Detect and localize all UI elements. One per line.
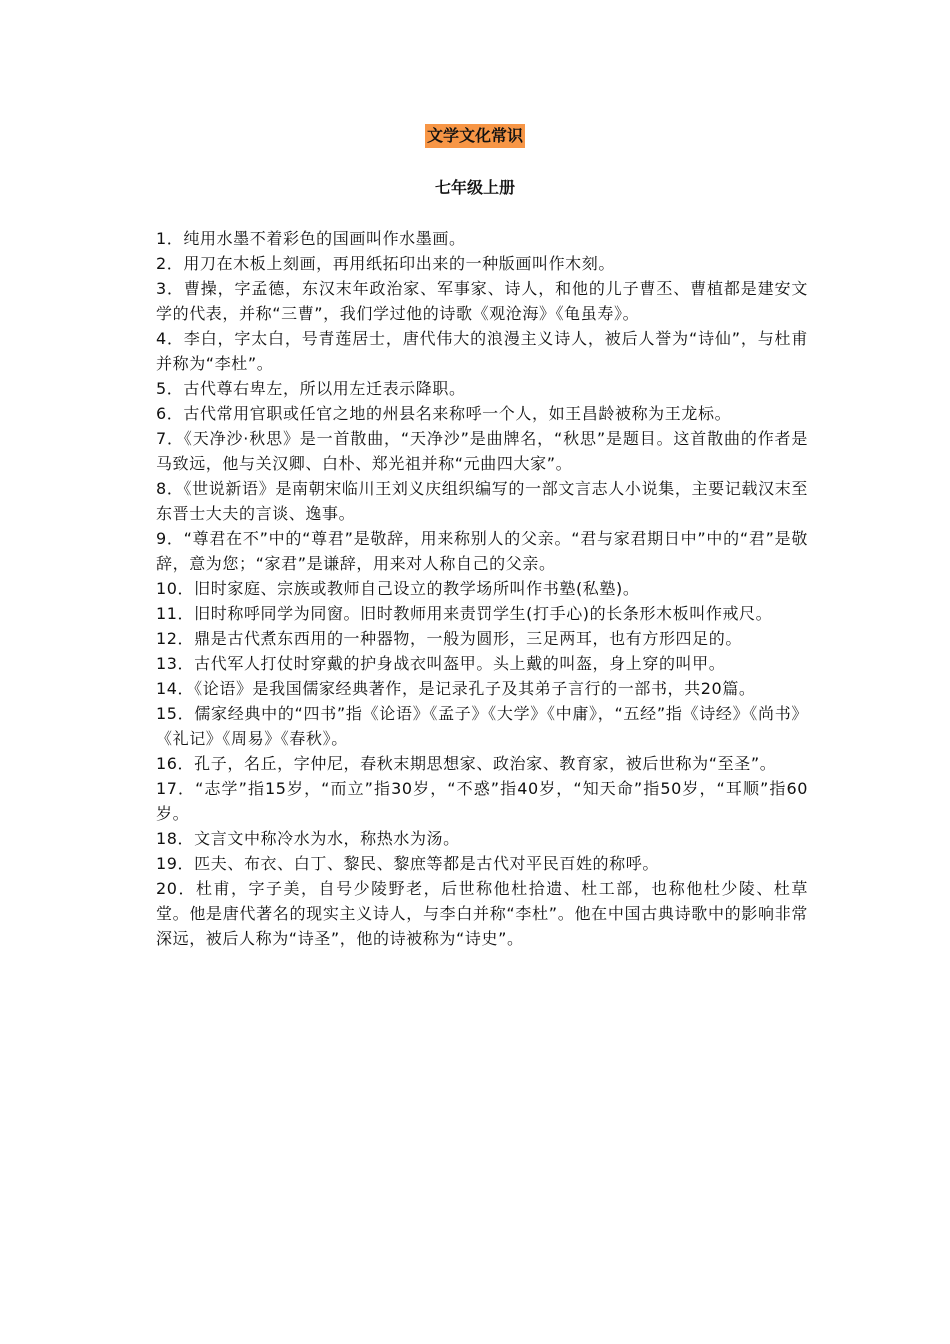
list-item: 11．旧时称呼同学为同窗。旧时教师用来责罚学生(打手心)的长条形木板叫作戒尺。 (156, 604, 773, 623)
list-item: 15．儒家经典中的“四书”指《论语》《孟子》《大学》《中庸》，“五经”指《诗经》《尚书》《礼记》《周易》《春秋》。 (156, 704, 808, 748)
list-item: 3．曹操，字孟德，东汉末年政治家、军事家、诗人，和他的儿子曹丕、曹植都是建安文学的代表，并称“三曹”，我们学过他的诗歌《观沧海》《龟虽寿》。 (156, 279, 808, 323)
list-item: 6．古代常用官职或任官之地的州县名来称呼一个人，如王昌龄被称为王龙标。 (156, 404, 732, 423)
list-item: 2．用刀在木板上刻画，再用纸拓印出来的一种版画叫作木刻。 (156, 254, 615, 273)
document-title: 文学文化常识 (425, 124, 525, 148)
list-item: 9．“尊君在不”中的“尊君”是敬辞，用来称别人的父亲。“君与家君期日中”中的“君”是敬辞，意为您；“家君”是谦辞，用来对人称自己的父亲。 (156, 529, 808, 573)
list-item: 12．鼎是古代煮东西用的一种器物，一般为圆形，三足两耳，也有方形四足的。 (156, 629, 742, 648)
item-list (156, 226, 808, 951)
list-item: 13．古代军人打仗时穿戴的护身战衣叫盔甲。头上戴的叫盔，身上穿的叫甲。 (156, 654, 726, 673)
list-item: 5．古代尊右卑左，所以用左迁表示降职。 (156, 379, 466, 398)
list-item: 8．《世说新语》是南朝宋临川王刘义庆组织编写的一部文言志人小说集，主要记载汉末至东晋士大夫的言谈、逸事。 (156, 479, 808, 523)
list-item: 20．杜甫，字子美，自号少陵野老，后世称他杜拾遗、杜工部，也称他杜少陵、杜草堂。他是唐代著名的现实主义诗人，与李白并称“李杜”。他在中国古典诗歌中的影响非常深远，被后人称为“诗圣”，他的诗被称为“诗史”。 (156, 879, 808, 948)
list-item: 18．文言文中称冷水为水，称热水为汤。 (156, 829, 460, 848)
list-item: 10．旧时家庭、宗族或教师自己设立的教学场所叫作书塾(私塾)。 (156, 579, 640, 598)
list-item: 17．“志学”指15岁，“而立”指30岁，“不惑”指40岁，“知天命”指50岁，“耳顺”指60岁。 (156, 779, 808, 823)
list-item: 1．纯用水墨不着彩色的国画叫作水墨画。 (156, 229, 466, 248)
list-item: 16．孔子，名丘，字仲尼，春秋末期思想家、政治家、教育家，被后世称为“至圣”。 (156, 754, 777, 773)
list-item: 14．《论语》是我国儒家经典著作，是记录孔子及其弟子言行的一部书，共20篇。 (156, 679, 756, 698)
list-item: 4．李白，字太白，号青莲居士，唐代伟大的浪漫主义诗人，被后人誉为“诗仙”，与杜甫并称为“李杜”。 (156, 329, 808, 373)
list-item: 7．《天净沙·秋思》是一首散曲，“天净沙”是曲牌名，“秋思”是题目。这首散曲的作者是马致远，他与关汉卿、白朴、郑光祖并称“元曲四大家”。 (156, 429, 808, 473)
section-subtitle: 七年级上册 (434, 178, 515, 197)
title-wrapper (0, 124, 950, 148)
list-item: 19．匹夫、布衣、白丁、黎民、黎庶等都是古代对平民百姓的称呼。 (156, 854, 659, 873)
